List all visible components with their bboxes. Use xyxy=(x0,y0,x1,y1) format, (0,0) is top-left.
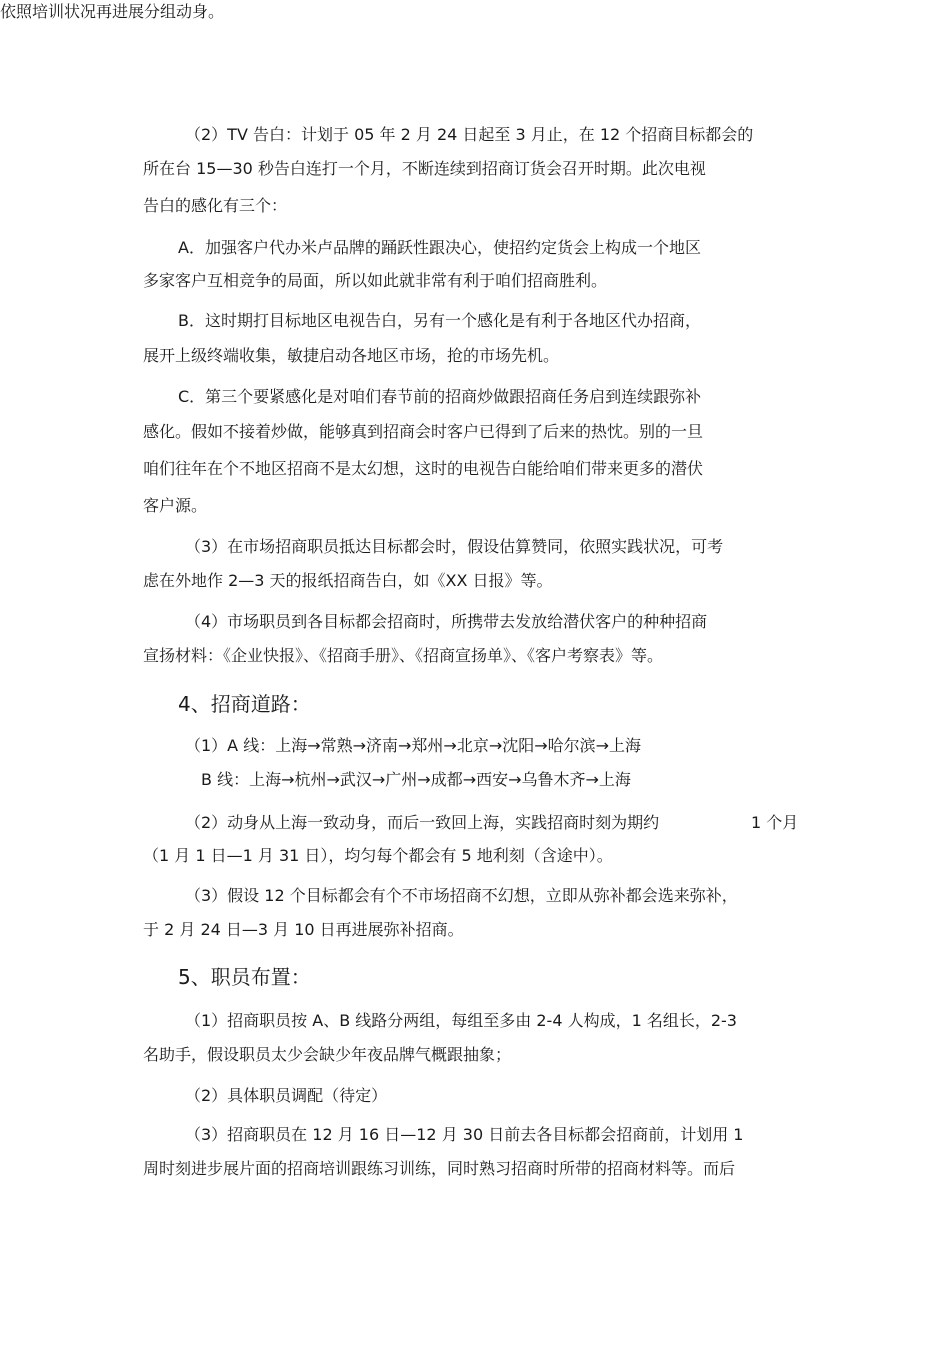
paragraph-line: （1）招商职员按 A、B 线路分两组，每组至多由 2-4 人构成，1 名组长，2-3 xyxy=(185,1011,737,1030)
section-heading: 4、招商道路： xyxy=(178,692,311,716)
paragraph-line: 于 2 月 24 日—3 月 10 日再进展弥补招商。 xyxy=(143,920,464,939)
paragraph-line: 周时刻进步展片面的招商培训跟练习训练，同时熟习招商时所带的招商材料等。而后 xyxy=(143,1159,736,1178)
section-heading: 5、职员布置： xyxy=(178,965,311,989)
paragraph-line: 客户源。 xyxy=(143,496,208,515)
paragraph-line: （1 月 1 日—1 月 31 日），均匀每个都会有 5 地利刻（含途中）。 xyxy=(143,846,613,865)
paragraph-line: （3）招商职员在 12 月 16 日—12 月 30 日前去各目标都会招商前，计划用 1 xyxy=(185,1125,744,1144)
paragraph-line: 咱们往年在个不地区招商不是太幻想，这时的电视告白能给咱们带来更多的潜伏 xyxy=(143,459,704,478)
paragraph-line: （2）具体职员调配（待定） xyxy=(185,1086,388,1105)
paragraph-line: 依照培训状况再进展分组动身。 xyxy=(0,2,225,21)
paragraph-line: C．第三个要紧感化是对咱们春节前的招商炒做跟招商任务启到连续跟弥补 xyxy=(178,387,702,406)
paragraph-line: （4）市场职员到各目标都会招商时，所携带去发放给潜伏客户的种种招商 xyxy=(185,612,708,631)
paragraph-line: 所在台 15—30 秒告白连打一个月，不断连续到招商订货会召开时期。此次电视 xyxy=(143,159,706,178)
paragraph-fragment: 1 个月 xyxy=(751,813,799,832)
paragraph-line: 告白的感化有三个： xyxy=(143,196,288,215)
paragraph-line: （2）TV 告白：计划于 05 年 2 月 24 日起至 3 月止，在 12 个招商目标都会的 xyxy=(185,125,754,144)
paragraph-line: 名助手，假设职员太少会缺少年夜品牌气概跟抽象； xyxy=(143,1045,512,1064)
paragraph-line: 宣扬材料：《企业快报》、《招商手册》、《招商宣扬单》、《客户考察表》等。 xyxy=(143,646,664,665)
paragraph-line: 多家客户互相竞争的局面，所以如此就非常有利于咱们招商胜利。 xyxy=(143,271,608,290)
paragraph-line: （2）动身从上海一致动身，而后一致回上海，实践招商时刻为期约 xyxy=(185,813,660,832)
paragraph-line: 展开上级终端收集，敏捷启动各地区市场，抢的市场先机。 xyxy=(143,346,560,365)
paragraph-line: （3）假设 12 个目标都会有个不市场招商不幻想，立即从弥补都会选来弥补， xyxy=(185,886,738,905)
paragraph-line: 虑在外地作 2—3 天的报纸招商告白，如《XX 日报》等。 xyxy=(143,571,553,590)
paragraph-line: （1）A 线：上海→常熟→济南→郑州→北京→沈阳→哈尔滨→上海 xyxy=(185,736,642,755)
paragraph-line: A．加强客户代办米卢品牌的踊跃性跟决心，使招约定货会上构成一个地区 xyxy=(178,238,701,257)
paragraph-line: B 线：上海→杭州→武汉→广州→成都→西安→乌鲁木齐→上海 xyxy=(201,770,631,789)
paragraph-line: B．这时期打目标地区电视告白，另有一个感化是有利于各地区代办招商， xyxy=(178,311,701,330)
paragraph-line: （3）在市场招商职员抵达目标都会时，假设估算赞同，依照实践状况，可考 xyxy=(185,537,724,556)
paragraph-line: 感化。假如不接着炒做，能够真到招商会时客户已得到了后来的热忱。别的一旦 xyxy=(143,422,704,441)
